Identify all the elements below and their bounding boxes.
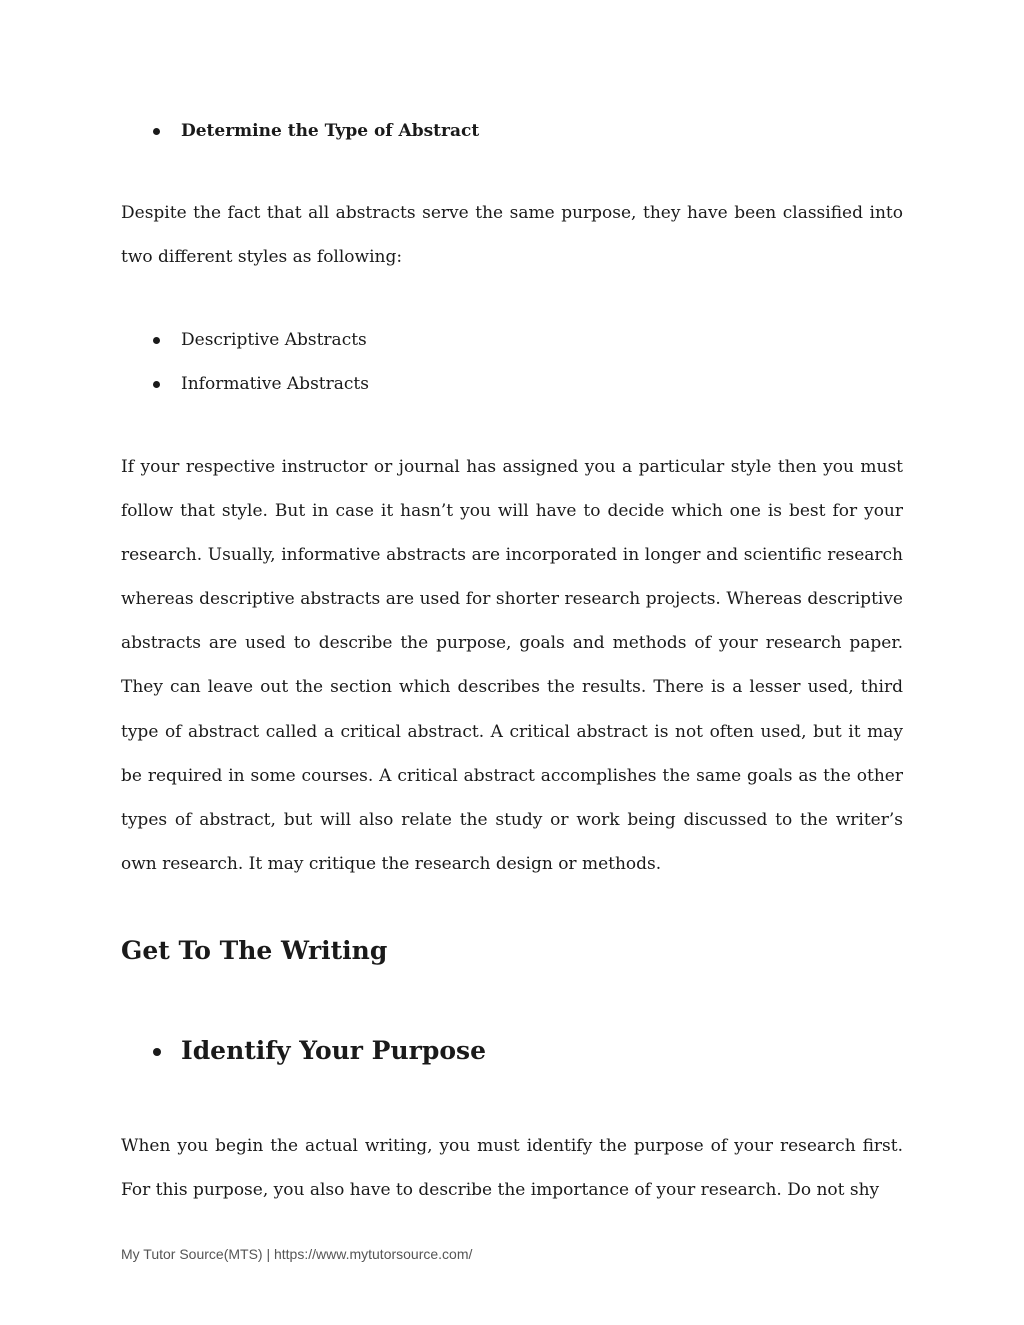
body-paragraph: If your respective instructor or journal has assigned you a particular style then you must follow that style. But in case it hasn’t you will have to decide which one is best for your research. Usually, informative abstracts are incorporated in longer and scientific research whereas descriptive abstracts are used for shorter research projects. Whereas descriptive abstracts are used to describe the purpose, goals and methods of your research paper. They can leave out the section which describes the results. There is a lesser used, third type of abstract called a critical abstract. A critical abstract is not often used, but it may be required in some courses. A critical abstract accomplishes the same goals as the other types of abstract, but will also relate the study or work being discussed to the writer’s own research. It may critique the research design or methods. [121,457,903,874]
bullet-icon [153,128,160,135]
bullet-text: Descriptive Abstracts [181,330,367,350]
section-heading: Get To The Writing [121,936,388,965]
list-item [121,109,903,153]
list-item [121,318,903,362]
abstract-types-list [121,318,903,406]
bullet-text: Informative Abstracts [181,374,369,394]
subheading-bullet [121,1031,963,1071]
subheading-text: Identify Your Purpose [181,1036,486,1065]
bullet-text: Determine the Type of Abstract [181,121,480,141]
list-item [121,362,903,406]
page-footer: My Tutor Source(MTS) | https://www.mytutorsource.com/ [121,1246,473,1262]
section-bullet-list [121,109,903,153]
bullet-icon [153,1048,161,1056]
purpose-paragraph: When you begin the actual writing, you must identify the purpose of your research first. For this purpose, you also have to describe the importance of your research. Do not shy [121,1136,903,1201]
bullet-icon [153,381,160,388]
intro-paragraph: Despite the fact that all abstracts serve the same purpose, they have been classified into two different styles as following: [121,203,903,268]
bullet-icon [153,337,160,344]
